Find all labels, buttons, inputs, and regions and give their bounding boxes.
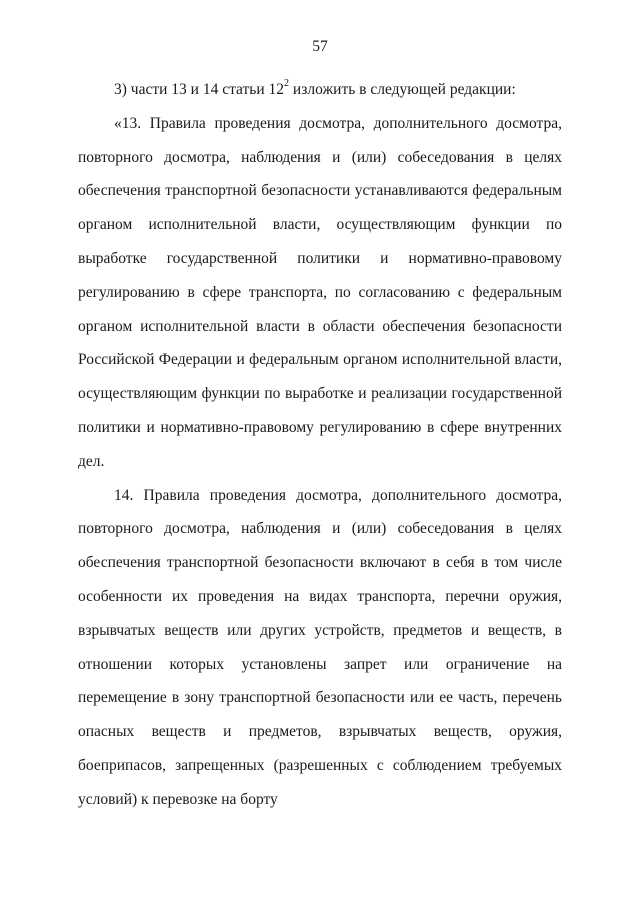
article-superscript: 2 bbox=[284, 77, 290, 89]
page-number: 57 bbox=[312, 38, 328, 55]
paragraph-13: «13. Правила проведения досмотра, дополнительного досмотра, повторного досмотра, наблюдения и (или) собеседования в целях обеспечения транспортной безопасности устанавливаются федеральным органом исполнительной власти, осуществляющим функции по выработке государственной политики и нормативно-правовому регулированию в сфере транспорта, по согласованию с федеральным органом исполнительной власти в области обеспечения безопасности Российской Федерации и федеральным органом исполнительной власти, осуществляющим функции по выработке и реализации государственной политики и нормативно-правовому регулированию в сфере внутренних дел. bbox=[78, 114, 562, 470]
intro-prefix: 3) части 13 и 14 статьи 12 bbox=[114, 81, 285, 98]
intro-suffix: изложить в следующей редакции: bbox=[289, 81, 516, 98]
intro-paragraph bbox=[78, 73, 562, 107]
paragraph-14: 14. Правила проведения досмотра, дополнительного досмотра, повторного досмотра, наблюдения и (или) собеседования в целях обеспечения транспортной безопасности включают в себя в том числе особенности их проведения на видах транспорта, перечни оружия, взрывчатых веществ или других устройств, предметов и веществ, в отношении которых установлены запрет или ограничение на перемещение в зону транспортной безопасности или ее часть, перечень опасных веществ и предметов, взрывчатых веществ, оружия, боеприпасов, запрещенных (разрешенных с соблюдением требуемых условий) к перевозке на борту bbox=[78, 486, 562, 808]
document-body bbox=[78, 73, 562, 817]
